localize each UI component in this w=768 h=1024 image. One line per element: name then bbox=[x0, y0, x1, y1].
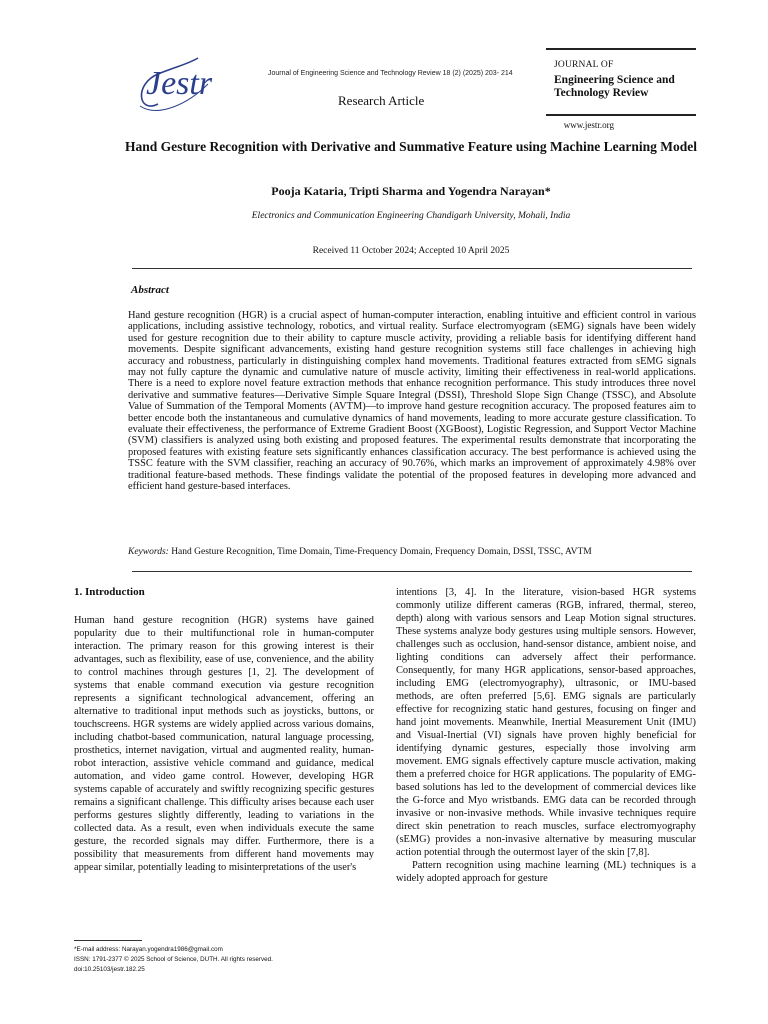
paragraph: Human hand gesture recognition (HGR) systems have gained popularity due to their multifunctional role in human-computer interaction. The primary reason for this growing interest is their advantages, such as flexibility, ease of use, convenience, and the ability to control machines through gestures [1, 2]. The development of systems that enable command execution via gesture recognition represents a significant technological advancement, offering an alternative to traditional input methods such as joysticks, buttons, or touchscreens. HGR systems are widely applied across various domains, including chatbot-based communication, natural language processing, prosthetics, internet navigation, virtual and augmented reality, human-robot interaction, assistive vehicle command and guidance, medical automation, and video game control. However, developing HGR systems capable of accurately and swiftly recognizing specific gestures remains a significant challenge. This difficulty arises because each user performs gestures slightly differently, leading to variations in the collected data. As a result, even when individuals execute the same gesture, the recorded signals may differ. Furthermore, there is a possibility that measurements from different hand movements may appear similar, potentially leading to misinterpretations of the user's bbox=[74, 615, 374, 873]
footnote-doi: doi:10.25103/jestr.182.25 bbox=[74, 966, 145, 973]
abstract-text: Hand gesture recognition (HGR) is a crucial aspect of human-computer interaction, enabling intuitive and efficient control in various applications, including assistive technology, robotics, and virtual reality. Surface electromyogram (sEMG) signals have been widely used for gesture recognition due to their ability to capture muscle activity, providing a reliable basis for identifying different hand movements. Despite significant advancements, existing hand gesture recognition systems still face challenges in achieving high accuracy and robustness, particularly in distinguishing complex hand movements. Traditional features extracted from sEMG signals may not fully capture the dynamic and cumulative nature of muscle activity, limiting their effectiveness in real-world applications. There is a need to explore novel feature extraction methods that enhance recognition performance. This study introduces three novel derivative and summative features—Derivative Simple Square Integral (DSSI), Threshold Slope Sign Change (TSSC), and Absolute Value of Summation of the Temporal Moments (AVTM)—to improve hand gesture recognition accuracy. The proposed features aim to better encode both the instantaneous and cumulative dynamics of hand movements, leading to more accurate gesture classification. To evaluate their effectiveness, the performance of Extreme Gradient Boost (XGBoost), Logistic Regression, and Support Vector Machine (SVM) classifiers is analyzed using both existing and proposed features. The experimental results demonstrate that incorporating the proposed features with existing feature sets significantly enhances classification accuracy. The best performance is achieved using the TSSC feature with the SVM classifier, reaching an accuracy of 90.76%, which marks an improvement of approximately 4.98% over traditional feature-based methods. These findings validate the potential of the proposed features in developing more advanced and efficient hand gesture-based interfaces. bbox=[128, 310, 696, 493]
keywords-label: Keywords: bbox=[128, 547, 169, 557]
keywords-text: Hand Gesture Recognition, Time Domain, Time-Frequency Domain, Frequency Domain, DSSI, TSSC, AVTM bbox=[171, 547, 592, 557]
abstract-heading: Abstract bbox=[131, 284, 169, 296]
journal-box-line3: Technology Review bbox=[554, 87, 649, 99]
journal-url-link[interactable]: www.jestr.org bbox=[563, 120, 614, 130]
journal-box-line1: JOURNAL OF bbox=[554, 60, 614, 70]
received-accepted-dates: Received 11 October 2024; Accepted 10 April 2025 bbox=[312, 246, 510, 256]
journal-box-line2: Engineering Science and bbox=[554, 74, 675, 86]
authors: Pooja Kataria, Tripti Sharma and Yogendra Narayan* bbox=[271, 184, 551, 198]
paragraph: Pattern recognition using machine learning (ML) techniques is a widely adopted approach for gesture bbox=[396, 860, 696, 884]
footnote-issn: ISSN: 1791-2377 © 2025 School of Science, DUTH. All rights reserved. bbox=[74, 956, 273, 963]
paragraph: intentions [3, 4]. In the literature, vision-based HGR systems commonly utilize different cameras (RGB, infrared, thermal, stereo, depth) along with various sensors and Leap Motion signal structures. These systems analyze body gestures using multiple sensors. However, challenges such as occlusion, hand-sensor distance, ambient noise, and lighting conditions can adversely affect their performance. Consequently, for many HGR applications, sensor-based approaches, including EMG (electromyography), ultrasonic, or IMU-based methods, are often preferred [5,6]. EMG signals are particularly effective for recognizing static hand gestures, focusing on finger and hand joint movements. Meanwhile, Inertial Measurement Unit (IMU) and Visual-Inertial (VI) signals have proven highly beneficial for identifying dynamic gestures, especially those involving arm movement. EMG signals effectively capture muscle activation, making them a preferred choice for HGR applications. The popularity of EMG-based solutions has led to the development of commercial devices like the G-force and Myo wristbands. EMG data can be recorded through invasive or non-invasive methods. While invasive techniques require direct skin penetration to reach muscles, surface electromyography (sEMG) provides a non-invasive alternative by measuring muscular action potential through the outermost layer of the skin [7,8]. bbox=[396, 587, 696, 858]
journal-logo bbox=[128, 44, 228, 124]
journal-box bbox=[546, 48, 696, 130]
abstract-bottom-rule bbox=[132, 571, 692, 572]
journal-box-bottom-rule bbox=[546, 114, 696, 116]
keywords bbox=[128, 547, 696, 557]
logo-text: Jestr bbox=[146, 65, 213, 102]
affiliation: Electronics and Communication Engineering Chandigarh University, Mohali, India bbox=[251, 211, 571, 221]
paper-title: Hand Gesture Recognition with Derivative and Summative Feature using Machine Learning Model bbox=[124, 139, 698, 154]
journal-box-top-rule bbox=[546, 48, 696, 50]
section-heading-introduction: 1. Introduction bbox=[74, 586, 145, 598]
body-column-left bbox=[74, 614, 374, 874]
footnotes bbox=[74, 945, 273, 975]
article-type: Research Article bbox=[338, 93, 425, 108]
footnote-email: *E-mail address: Narayan.yogendra1986@gmail.com bbox=[74, 946, 223, 953]
body-column-right bbox=[396, 586, 696, 885]
abstract-top-rule bbox=[132, 268, 692, 269]
footnote-rule bbox=[74, 940, 142, 941]
journal-citation: Journal of Engineering Science and Technology Review 18 (2) (2025) 203- 214 bbox=[268, 70, 513, 77]
